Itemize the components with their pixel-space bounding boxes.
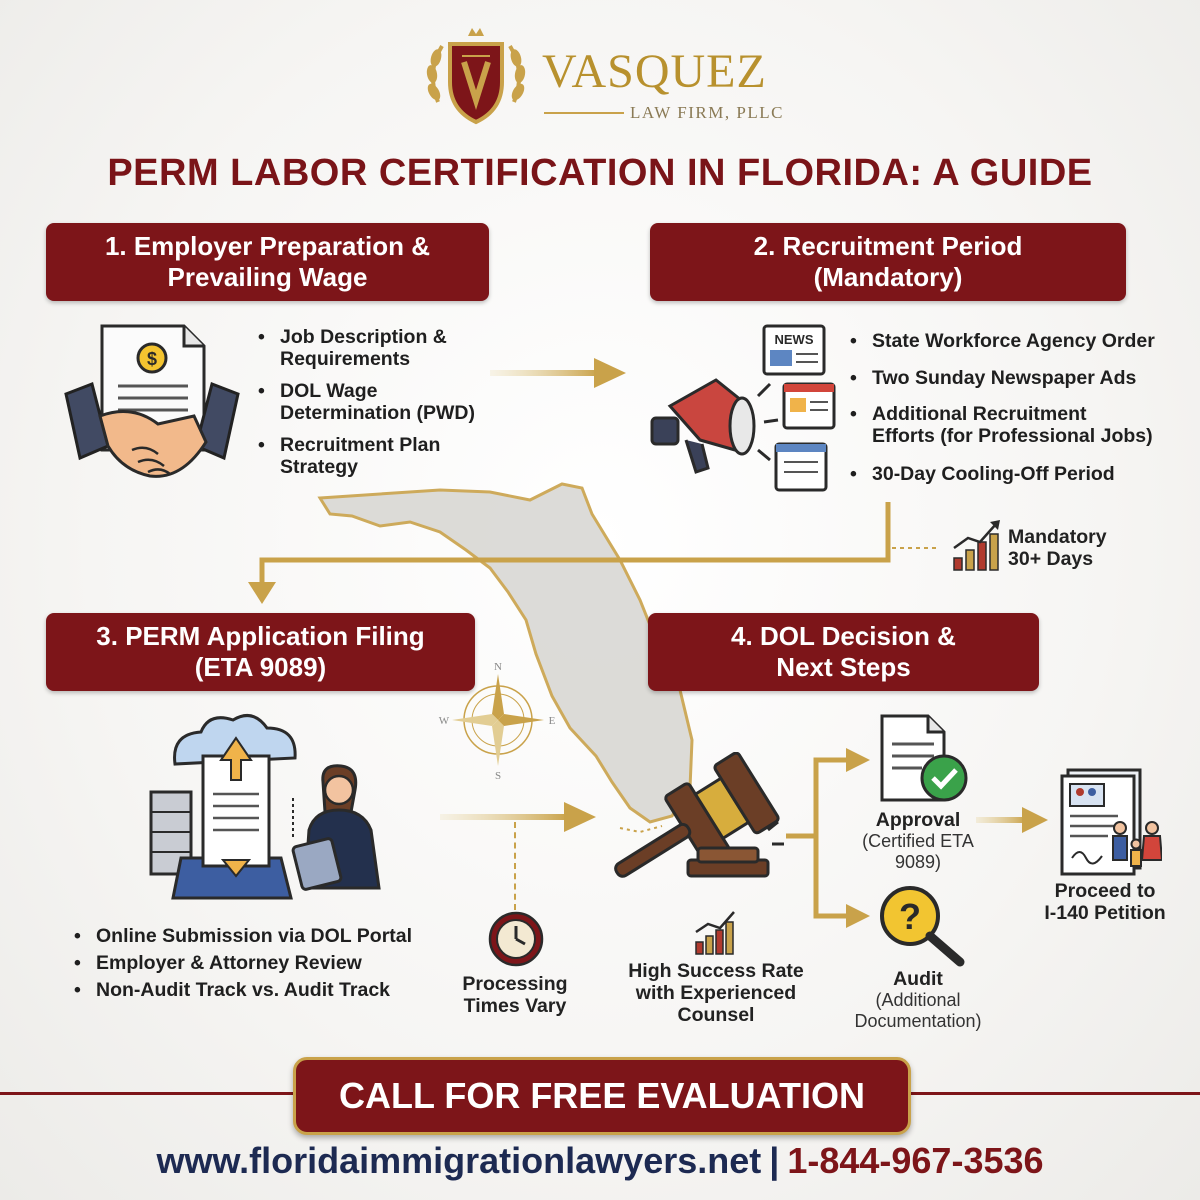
dashed-connector <box>514 822 516 910</box>
svg-text:?: ? <box>899 896 921 937</box>
step1-banner <box>46 223 489 301</box>
magnifier-question-icon <box>876 884 968 968</box>
step4-banner <box>648 613 1039 691</box>
growth-chart-icon <box>950 518 1002 572</box>
success-rate: High Success Rate with Experienced Counsel <box>628 960 804 1026</box>
step1-bullet: • Job Description & Requirements <box>256 326 496 370</box>
firm-name: VASQUEZ <box>542 45 767 98</box>
next-step: Proceed to I-140 Petition <box>1044 880 1166 924</box>
step3-banner <box>46 613 475 691</box>
call-evaluation-button[interactable]: CALL FOR FREE EVALUATION <box>293 1057 911 1135</box>
step2-bullet: • Additional Recruitment Efforts (for Professional Jobs) <box>848 403 1188 447</box>
gavel-icon <box>596 752 786 890</box>
compass-w: W <box>438 715 450 727</box>
connector-arrow <box>240 498 960 608</box>
step2-bullet: • Two Sunday Newspaper Ads <box>848 367 1188 389</box>
firm-subtitle: LAW FIRM, PLLC <box>630 103 784 122</box>
clock-icon <box>487 910 545 968</box>
processing-times: Processing Times Vary <box>462 973 568 1017</box>
step3-bullets <box>72 925 452 1011</box>
step2-title: 2. Recruitment Period (Mandatory) <box>753 231 1023 292</box>
step1-bullet: • Recruitment Plan Strategy <box>256 434 496 478</box>
arrow-right-icon <box>976 805 1050 835</box>
footer-rule-right <box>900 1092 1200 1095</box>
arrow-right-icon <box>490 356 630 390</box>
audit-title: Audit <box>893 968 943 990</box>
footer-rule-left <box>0 1092 300 1095</box>
step3-bullet: • Online Submission via DOL Portal <box>72 925 452 947</box>
step1-title: 1. Employer Preparation & Prevailing Wage <box>104 231 431 292</box>
website-link[interactable]: www.floridaimmigrationlawyers.net <box>156 1140 762 1181</box>
page-title: PERM LABOR CERTIFICATION IN FLORIDA: A GUIDE <box>107 152 1093 194</box>
arrow-right-icon <box>440 800 600 834</box>
cloud-upload-attorney-icon <box>145 708 385 913</box>
contact-line <box>0 1140 1200 1182</box>
step1-bullets <box>256 326 496 488</box>
step4-title: 4. DOL Decision & Next Steps <box>731 621 956 682</box>
megaphone-news-icon <box>646 322 836 494</box>
approval-title: Approval <box>875 809 961 831</box>
news-label: NEWS <box>774 332 814 347</box>
contact-separator: | <box>769 1140 780 1181</box>
step3-bullet: • Employer & Attorney Review <box>72 952 452 974</box>
audit-detail: (Additional Documentation) <box>854 990 982 1031</box>
step2-bullet: • 30-Day Cooling-Off Period <box>848 463 1188 485</box>
step1-bullet: • DOL Wage Determination (PWD) <box>256 380 496 424</box>
handshake-contract-icon <box>62 320 242 495</box>
growth-chart-icon <box>692 908 740 956</box>
family-petition-icon <box>1058 766 1162 878</box>
firm-shield-logo <box>420 22 532 134</box>
compass-n: N <box>494 661 502 673</box>
compass-e: E <box>548 715 556 727</box>
step3-bullet: • Non-Audit Track vs. Audit Track <box>72 979 452 1001</box>
phone-link[interactable]: 1-844-967-3536 <box>787 1140 1044 1181</box>
certified-document-icon <box>878 712 972 808</box>
step2-bullets <box>848 330 1188 495</box>
svg-text:$: $ <box>146 349 158 369</box>
step2-bullet: • State Workforce Agency Order <box>848 330 1188 352</box>
compass-s: S <box>494 770 502 780</box>
step3-title: 3. PERM Application Filing (ETA 9089) <box>96 621 425 682</box>
logo-rule <box>544 112 624 114</box>
approval-detail: (Certified ETA 9089) <box>862 831 974 872</box>
mandatory-note: Mandatory 30+ Days <box>1008 526 1107 570</box>
step2-banner <box>650 223 1126 301</box>
